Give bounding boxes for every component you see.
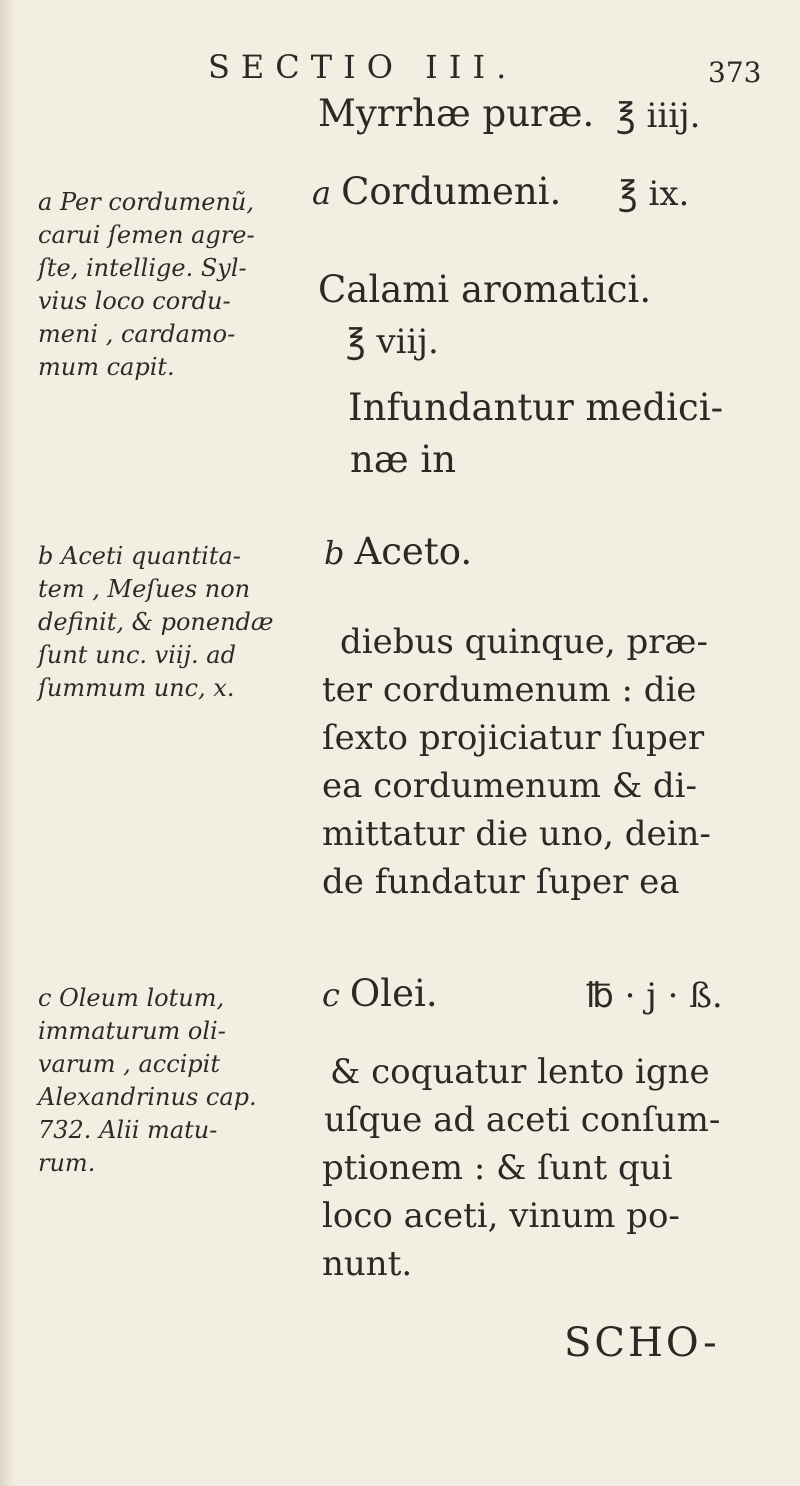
text-line [312, 170, 561, 215]
line-text: ptionem : & ſunt qui [322, 1148, 673, 1188]
note-line: rum. [38, 1149, 96, 1177]
note-marker: a [312, 174, 332, 212]
text-line [322, 1146, 673, 1190]
note-line: mum capit. [38, 353, 175, 381]
line-text: næ in [350, 438, 457, 481]
note-line: tem , Meſues non [38, 575, 251, 603]
text-line [322, 860, 680, 904]
text-line [322, 972, 438, 1017]
line-text: Myrrhæ puræ. [318, 92, 595, 135]
text-line [340, 620, 708, 664]
text-line [348, 386, 723, 430]
note-line: immaturum oli- [38, 1017, 226, 1045]
line-text: ter cordumenum : die [322, 670, 697, 710]
note-line: carui ſemen agre- [38, 221, 255, 249]
line-text: & coquatur lento igne [330, 1052, 710, 1092]
line-text: de fundatur ſuper ea [322, 862, 680, 902]
quantity: ℥ ix. [618, 174, 690, 214]
line-text: loco aceti, vinum po- [322, 1196, 680, 1236]
line-text: nunt. [322, 1244, 413, 1284]
margin-note-c [38, 982, 300, 1180]
line-text: uſque ad aceti conſum- [324, 1100, 721, 1140]
line-text: ſexto projiciatur ſuper [322, 718, 705, 758]
text-line [324, 1098, 720, 1142]
note-line: ſte, intellige. Syl- [38, 254, 247, 282]
page-number: 373 [708, 56, 762, 89]
margin-note-b [38, 540, 300, 705]
note-line: definit, & ponendæ [38, 608, 274, 636]
note-line: c Oleum lotum, [38, 984, 225, 1012]
text-line [350, 438, 456, 482]
line-text: Cordumeni. [341, 170, 562, 213]
text-line [322, 812, 711, 856]
text-line [322, 668, 697, 712]
margin-note-a [38, 186, 300, 384]
line-text: mittatur die uno, dein- [322, 814, 711, 854]
line-text: Calami aromatici. [318, 268, 652, 311]
note-line: ſummum unc, x. [38, 674, 235, 702]
note-line: vius loco cordu- [38, 287, 231, 315]
note-line: varum , accipit [38, 1050, 220, 1078]
note-marker: c [322, 976, 340, 1014]
note-line: ſunt unc. viij. ad [38, 641, 236, 669]
note-line: Alexandrinus cap. [38, 1083, 257, 1111]
text-line [324, 530, 472, 575]
text-line [322, 1194, 680, 1238]
page-edge [0, 0, 14, 1486]
line-text: diebus quinque, præ- [340, 622, 708, 662]
text-line [346, 320, 439, 364]
line-text: ea cordumenum & di- [322, 766, 698, 806]
note-line: 732. Alii matu- [38, 1116, 218, 1144]
catchword: SCHO- [564, 1320, 720, 1366]
text-line [322, 716, 704, 760]
page-header [0, 38, 800, 98]
text-line [318, 92, 594, 136]
note-line: b Aceti quantita- [38, 542, 241, 570]
text-line [318, 268, 651, 312]
quantity: ℔ · j · ß. [586, 976, 723, 1016]
running-head: SECTIO III. [208, 48, 518, 86]
note-line: meni , cardamo- [38, 320, 236, 348]
text-line [330, 1050, 710, 1094]
line-text: Olei. [349, 972, 438, 1015]
line-text: Aceto. [354, 530, 473, 573]
line-text: Infundantur medici- [348, 386, 724, 429]
line-text: ℥ viij. [346, 322, 439, 362]
text-line [322, 764, 697, 808]
quantity: ℥ iiij. [616, 96, 701, 136]
note-line: a Per cordumenũ, [38, 188, 254, 216]
text-line [322, 1242, 412, 1286]
note-marker: b [324, 534, 345, 572]
